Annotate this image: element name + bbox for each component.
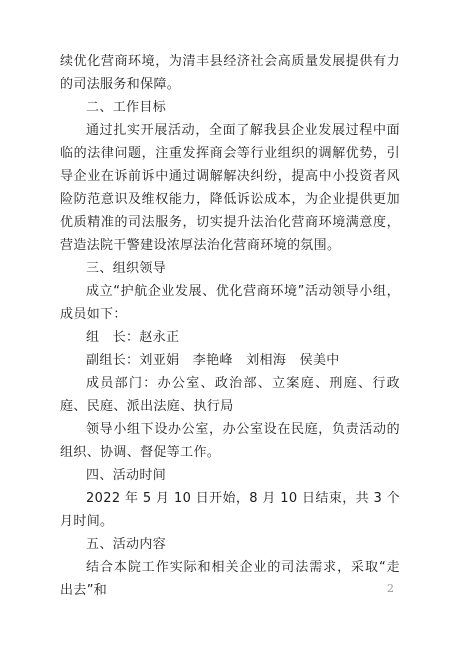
page-number: 2 — [387, 582, 394, 595]
paragraph-activity-content: 结合本院工作实际和相关企业的司法需求，采取“走出去”和 — [60, 560, 400, 598]
section-heading-activity-content: 五、活动内容 — [86, 537, 167, 552]
section-heading-activity-time: 四、活动时间 — [86, 468, 167, 483]
paragraph-member-departments: 成员部门：办公室、政治部、立案庭、刑庭、行政庭、民庭、派出法庭、执行局 — [60, 376, 400, 414]
paragraph-work-goals: 通过扎实开展活动，全面了解我县企业发展过程中面临的法律问题，注重发挥商会等行业组织的调解优势，引导企业在诉前诉中通过调解解决纠纷，提高中小投资者风险防范意识及维权能力，降低诉讼成本，为企业提供更加优质精准的司法服务，切实提升法治化营商环境满意度，营造法院干警建设浓厚法治化营商环境的氛围。 — [60, 123, 400, 253]
section-heading-organization: 三、组织领导 — [86, 261, 167, 276]
paragraph-continuation: 续优化营商环境，为清丰县经济社会高质量发展提供有力的司法服务和保障。 — [60, 54, 400, 92]
paragraph-activity-time: 2022 年 5 月 10 日开始，8 月 10 日结束，共 3 个月时间。 — [60, 491, 400, 529]
paragraph-office: 领导小组下设办公室，办公室设在民庭，负责活动的组织、协调、督促等工作。 — [60, 422, 400, 460]
section-heading-work-goals: 二、工作目标 — [86, 100, 167, 115]
paragraph-group-leader: 组 长：赵永正 — [86, 330, 180, 345]
paragraph-leadership-group: 成立“护航企业发展、优化营商环境”活动领导小组，成员如下： — [60, 284, 400, 322]
document-body — [60, 50, 400, 602]
paragraph-deputy-leaders: 副组长：刘亚娟 李艳峰 刘相海 侯美中 — [86, 353, 340, 368]
